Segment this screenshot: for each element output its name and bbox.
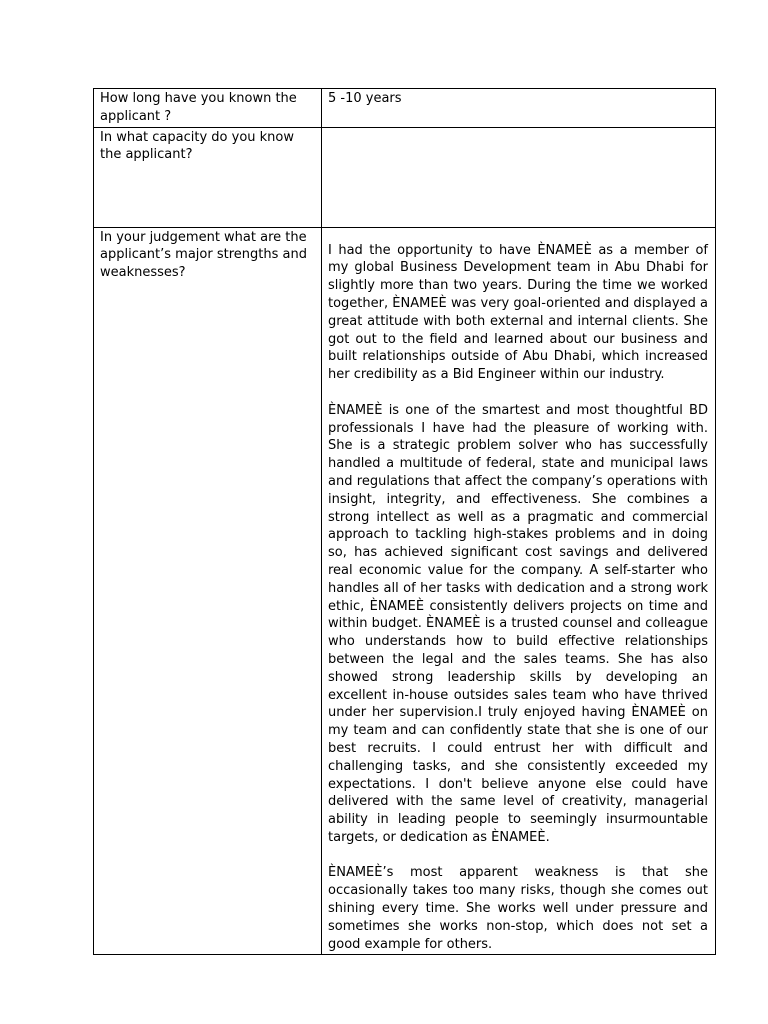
answer-body — [328, 242, 708, 954]
answer-cell: 5 -10 years — [322, 89, 716, 128]
answer-cell — [322, 127, 716, 227]
answer-paragraph: ÈNAMEÈ is one of the smartest and most thoughtful BD professionals I have had the pleasure of working with. She is a strategic problem solver who has successfully handled a multitude of federal, state and municipal laws and regulations that affect the company’s operations with insight, integrity, and effectiveness. She combines a strong intellect as well as a pragmatic and commercial approach to tackling high-stakes problems and in doing so, has achieved significant cost savings and delivered real economic value for the company. A self-starter who handles all of her tasks with dedication and a strong work ethic, ÈNAMEÈ consistently delivers projects on time and within budget. ÈNAMEÈ is a trusted counsel and colleague who understands how to build effective relationships between the legal and the sales teams. She has also showed strong leadership skills by developing an excellent in-house outsides sales team who have thrived under her supervision.I truly enjoyed having ÈNAMEÈ on my team and can confidently state that she is one of our best recruits. I could entrust her with difficult and challenging tasks, and she consistently exceeded my expectations. I don't believe anyone else could have delivered with the same level of creativity, managerial ability in leading people to seemingly insurmountable targets, or dedication as ÈNAMEÈ. — [328, 402, 708, 845]
table-row — [94, 89, 716, 128]
answer-paragraph: ÈNAMEÈ’s most apparent weakness is that she occasionally takes too many risks, though she comes out shining every time. She works well under pressure and sometimes she works non-stop, which does not set a good example for others. — [328, 865, 708, 952]
question-cell: In what capacity do you know the applicant? — [94, 127, 322, 227]
table-row — [94, 127, 716, 227]
answer-cell — [322, 227, 716, 955]
table-row — [94, 227, 716, 955]
answer-paragraph: I had the opportunity to have ÈNAMEÈ as a member of my global Business Development team in Abu Dhabi for slightly more than two years. During the time we worked together, ÈNAMEÈ was very goal-oriented and displayed a great attitude with both external and internal clients. She got out to the field and learned about our business and built relationships outside of Abu Dhabi, which increased her credibility as a Bid Engineer within our industry. — [328, 242, 708, 383]
question-cell: In your judgement what are the applicant’s major strengths and weaknesses? — [94, 227, 322, 955]
question-cell: How long have you known the applicant ? — [94, 89, 322, 128]
reference-form-table — [93, 88, 716, 955]
